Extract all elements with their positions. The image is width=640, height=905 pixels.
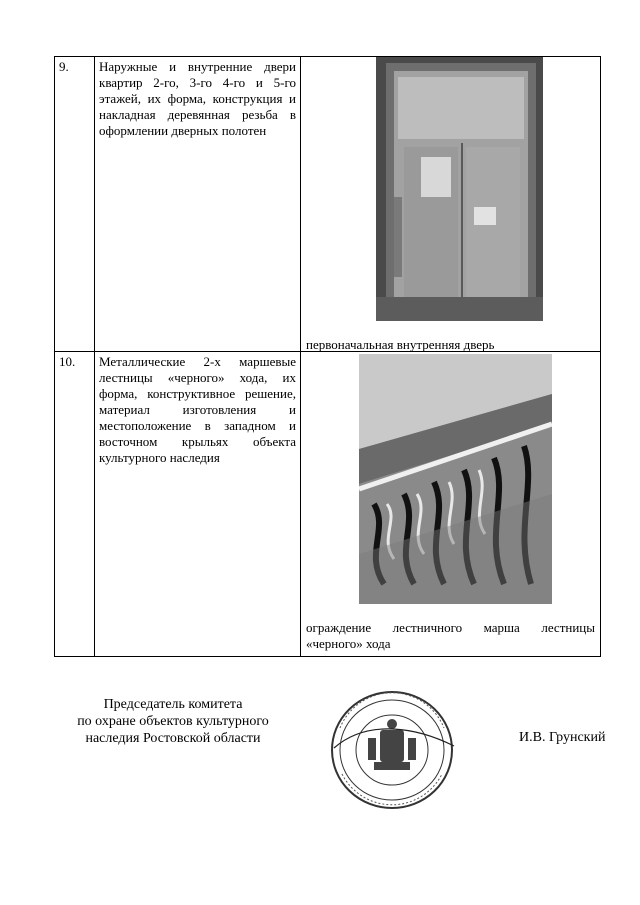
signatory-name: И.В. Грунский <box>519 730 606 745</box>
photo-caption: первоначальная внутренняя дверь <box>306 337 495 352</box>
door-photo <box>376 57 543 321</box>
signatory-title <box>58 696 288 747</box>
table-row <box>55 57 601 352</box>
signatory-line: по охране объектов культурного <box>77 714 269 729</box>
signatory-line: наследия Ростовской области <box>85 731 261 746</box>
row-number: 9. <box>55 57 95 352</box>
row-description: Наружные и внутренние двери квартир 2-го, 3-го 4-го и 5-го этажей, их форма, конструкция и накладная деревянная резьба в оформлении дверных полотен <box>95 57 301 352</box>
railing-photo <box>359 354 552 604</box>
photo-cell <box>301 352 601 657</box>
official-seal <box>328 688 456 813</box>
row-number: 10. <box>55 352 95 657</box>
table-row <box>55 352 601 657</box>
heritage-items-table <box>54 56 601 657</box>
photo-cell <box>301 57 601 352</box>
signatory-line: Председатель комитета <box>103 697 243 712</box>
row-description: Металлические 2-х маршевые лестницы «черного» хода, их форма, конструктивное решение, материал изготовления и местоположение в западном и восточном крыльях объекта культурного наследия <box>95 352 301 657</box>
photo-caption: ограждение лестничного марша лестницы «черного» хода <box>306 620 595 651</box>
